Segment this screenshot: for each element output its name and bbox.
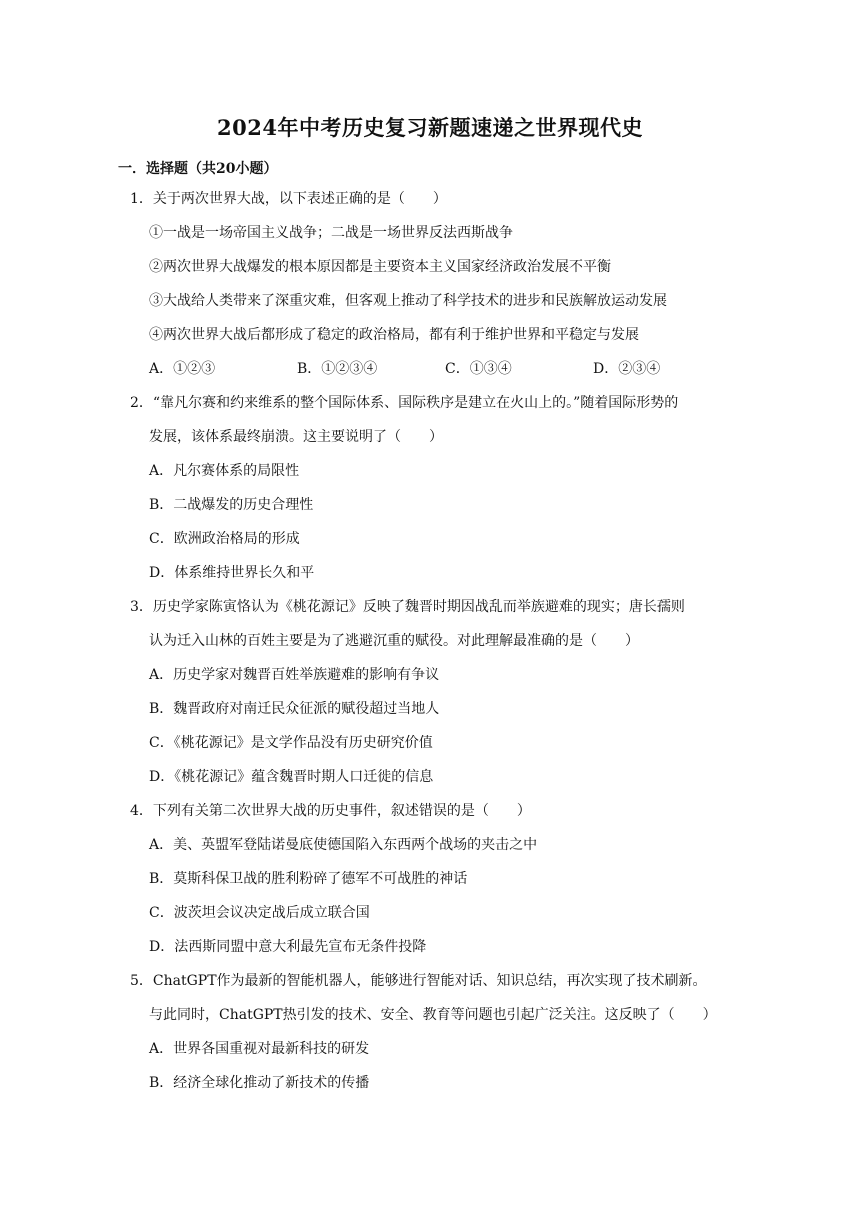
document-title: 2024年中考历史复习新题速递之世界现代史: [217, 115, 643, 140]
option-a[interactable]: A．历史学家对魏晋百姓举族避难的影响有争议: [149, 667, 440, 683]
question-list: [130, 182, 742, 1100]
question-stem: 3．历史学家陈寅恪认为《桃花源记》反映了魏晋时期因战乱而举族避难的现实；唐长孺则: [130, 599, 685, 615]
option-a[interactable]: A．美、英盟军登陆诺曼底使德国陷入东西两个战场的夹击之中: [149, 837, 538, 853]
option-d[interactable]: D．法西斯同盟中意大利最先宣布无条件投降: [149, 939, 427, 955]
question-stem: 2．“靠凡尔赛和约来维系的整个国际体系、国际秩序是建立在火山上的。”随着国际形势的: [130, 395, 679, 411]
statement-4: ④两次世界大战后都形成了稳定的政治格局，都有利于维护世界和平稳定与发展: [149, 327, 639, 343]
option-c[interactable]: C．欧洲政治格局的形成: [149, 531, 300, 547]
question-stem-continued: 与此同时，ChatGPT热引发的技术、安全、教育等问题也引起广泛关注。这反映了（ ）: [149, 1007, 717, 1023]
question-stem: 5．ChatGPT作为最新的智能机器人，能够进行智能对话、知识总结，再次实现了技术刷新。: [130, 973, 707, 989]
option-c[interactable]: C．《桃花源记》是文学作品没有历史研究价值: [149, 735, 433, 751]
option-d[interactable]: D．《桃花源记》蕴含魏晋时期人口迁徙的信息: [149, 769, 434, 785]
option-a[interactable]: A．世界各国重视对最新科技的研发: [149, 1041, 370, 1057]
question-stem: 1．关于两次世界大战，以下表述正确的是（ ）: [130, 191, 447, 207]
option-b[interactable]: B．莫斯科保卫战的胜利粉碎了德军不可战胜的神话: [149, 871, 468, 887]
statement-1: ①一战是一场帝国主义战争；二战是一场世界反法西斯战争: [149, 225, 513, 241]
question-5: [130, 964, 742, 1100]
question-2: [130, 386, 742, 590]
option-b[interactable]: B．①②③④: [297, 361, 378, 377]
option-a[interactable]: A．凡尔赛体系的局限性: [149, 463, 300, 479]
option-a[interactable]: A．①②③: [149, 361, 216, 377]
question-3: [130, 590, 742, 794]
option-b[interactable]: B．魏晋政府对南迁民众征派的赋役超过当地人: [149, 701, 440, 717]
section-heading: 一．选择题（共20小题）: [118, 161, 278, 177]
option-d[interactable]: D．体系维持世界长久和平: [149, 565, 315, 581]
question-4: [130, 794, 742, 964]
statement-3: ③大战给人类带来了深重灾难，但客观上推动了科学技术的进步和民族解放运动发展: [149, 293, 667, 309]
question-1: [130, 182, 742, 386]
option-d[interactable]: D．②③④: [593, 361, 661, 377]
question-stem-continued: 认为迁入山林的百姓主要是为了逃避沉重的赋役。对此理解最准确的是（ ）: [149, 633, 639, 649]
option-b[interactable]: B．经济全球化推动了新技术的传播: [149, 1075, 370, 1091]
statement-2: ②两次世界大战爆发的根本原因都是主要资本主义国家经济政治发展不平衡: [149, 259, 611, 275]
option-c[interactable]: C．①③④: [445, 361, 512, 377]
question-stem: 4．下列有关第二次世界大战的历史事件，叙述错误的是（ ）: [130, 803, 531, 819]
option-c[interactable]: C．波茨坦会议决定战后成立联合国: [149, 905, 370, 921]
option-b[interactable]: B．二战爆发的历史合理性: [149, 497, 314, 513]
question-stem-continued: 发展，该体系最终崩溃。这主要说明了（ ）: [149, 429, 443, 445]
option-row: [130, 352, 742, 386]
